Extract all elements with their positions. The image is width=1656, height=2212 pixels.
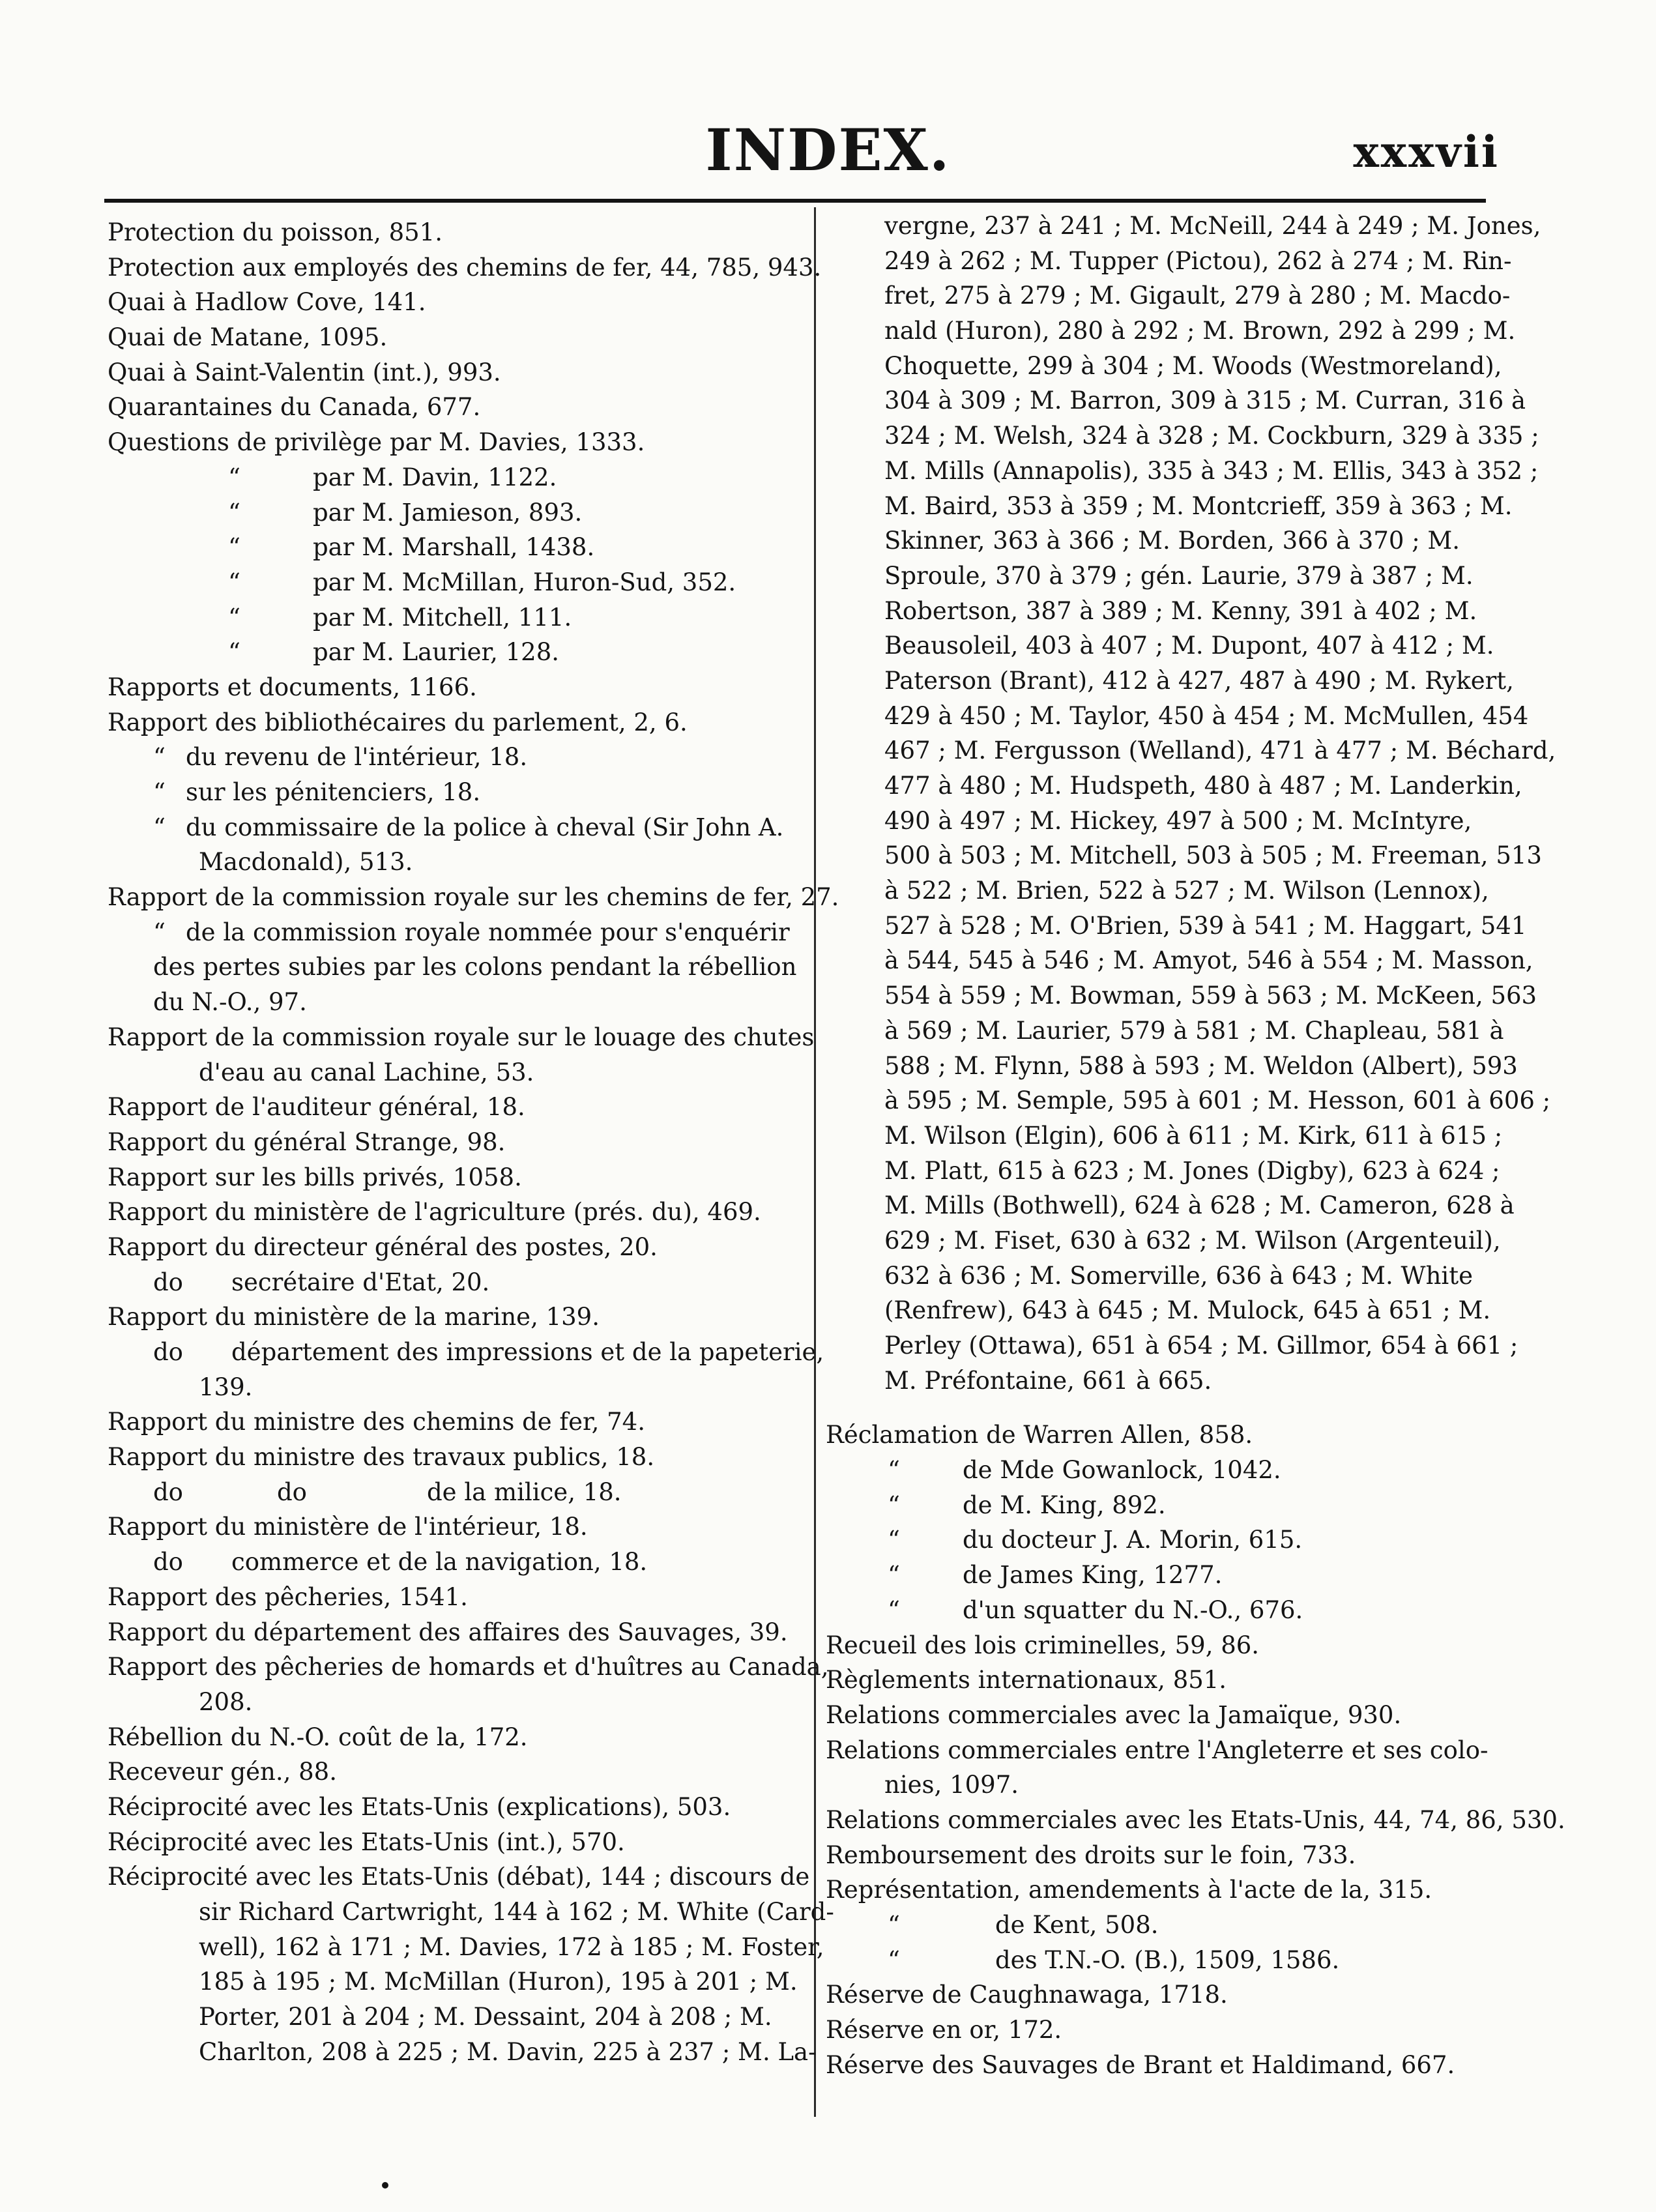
index-column-right <box>826 209 1565 2082</box>
index-entry <box>108 1265 800 1300</box>
index-entry-text: Rapports et documents, 1166. <box>108 673 477 701</box>
index-entry <box>108 1754 800 1790</box>
index-entry <box>826 1698 1510 1733</box>
index-entry-text: Perley (Ottawa), 651 à 654 ; M. Gillmor, 654 à 661 ; <box>884 1332 1518 1360</box>
index-entry <box>108 215 800 250</box>
index-entry <box>108 1440 800 1475</box>
index-entry-text: Règlements internationaux, 851. <box>826 1666 1227 1695</box>
index-entry-text: M. Mills (Bothwell), 624 à 628 ; M. Cameron, 628 à <box>884 1191 1515 1220</box>
index-entry <box>826 1628 1510 1663</box>
index-entry-text: par M. Jamieson, 893. <box>313 498 583 527</box>
index-entry <box>108 1160 800 1195</box>
index-entry-text: d'eau au canal Lachine, 53. <box>199 1058 534 1086</box>
ditto-do: do <box>153 1338 183 1366</box>
index-entry-text: de la milice, 18. <box>427 1477 622 1506</box>
index-entry <box>108 1090 800 1125</box>
index-entry-text: Réserve de Caughnawaga, 1718. <box>826 1981 1228 2009</box>
index-entry <box>826 1663 1510 1698</box>
index-entry <box>108 1125 800 1160</box>
index-entry-text: Rapport de la commission royale sur le louage des chutes <box>108 1023 815 1051</box>
index-entry <box>826 1977 1510 2013</box>
index-entry <box>826 804 1510 839</box>
index-entry-text: Quai à Hadlow Cove, 141. <box>108 288 426 317</box>
index-entry <box>108 1230 800 1265</box>
index-entry <box>826 1293 1510 1328</box>
index-entry <box>826 594 1510 629</box>
index-entry <box>108 1580 800 1615</box>
index-entry-text: de Kent, 508. <box>995 1911 1159 1939</box>
index-entry-text: Rapport des bibliothécaires du parlement, 2, 6. <box>108 708 688 736</box>
index-entry-text: Remboursement des droits sur le foin, 733. <box>826 1841 1356 1869</box>
index-entry <box>108 1825 800 1860</box>
index-entry <box>108 1055 800 1090</box>
index-entry-text: vergne, 237 à 241 ; M. McNeill, 244 à 249 ; M. Jones, <box>884 212 1541 240</box>
index-entry-text: Relations commerciales entre l'Angleterre et ses colo- <box>826 1736 1489 1764</box>
index-entry-text: des pertes subies par les colons pendant la rébellion <box>153 953 797 982</box>
index-entry <box>826 418 1539 454</box>
index-entry <box>826 559 1510 594</box>
index-entry <box>108 1195 800 1230</box>
index-entry <box>108 950 800 985</box>
index-entry <box>826 768 1522 804</box>
index-entry <box>826 1803 1565 1838</box>
index-entry-text: Quai de Matane, 1095. <box>108 323 388 352</box>
index-entry <box>826 2013 1510 2048</box>
index-entry-text: par M. Mitchell, 111. <box>313 603 572 632</box>
index-entry-text: M. Wilson (Elgin), 606 à 611 ; M. Kirk, 611 à 615 ; <box>884 1121 1503 1150</box>
index-entry-text: Robertson, 387 à 389 ; M. Kenny, 391 à 402 ; M. <box>884 596 1477 625</box>
index-entry <box>108 1509 800 1545</box>
column-divider <box>814 207 816 2117</box>
ditto-do: do <box>153 1548 183 1577</box>
index-entry <box>108 670 800 705</box>
index-entry-text: par M. Davin, 1122. <box>313 463 557 491</box>
index-entry <box>826 873 1510 909</box>
index-entry <box>826 1328 1518 1363</box>
index-entry-text: Relations commerciales avec les Etats-Unis, 44, 74, 86, 530. <box>826 1805 1565 1834</box>
ditto-mark: “ <box>228 603 240 632</box>
index-entry <box>108 1615 800 1650</box>
ditto-do: do <box>153 1268 183 1296</box>
index-entry-text: par M. McMillan, Huron-Sud, 352. <box>313 568 736 596</box>
index-entry <box>826 1013 1510 1049</box>
index-entry <box>826 1363 1510 1399</box>
index-entry <box>108 985 800 1020</box>
index-entry-text: Quai à Saint-Valentin (int.), 993. <box>108 358 501 386</box>
index-entry <box>826 1418 1510 1453</box>
index-entry-text: Réserve des Sauvages de Brant et Haldimand, 667. <box>826 2050 1455 2079</box>
index-entry-text: du commissaire de la police à cheval (Sir John A. <box>186 813 784 841</box>
index-entry <box>826 1733 1510 1768</box>
index-entry <box>108 1020 815 1055</box>
index-entry-text: sir Richard Cartwright, 144 à 162 ; M. White (Card- <box>199 1898 834 1926</box>
index-entry-text: Rapport du ministère de la marine, 139. <box>108 1303 600 1332</box>
index-entry <box>826 1049 1518 1084</box>
index-entry <box>826 1768 1510 1803</box>
index-entry <box>108 2000 800 2035</box>
index-entry <box>108 1370 800 1405</box>
index-entry-text: Protection du poisson, 851. <box>108 218 443 246</box>
index-entry-text: Rapport de l'auditeur général, 18. <box>108 1093 525 1122</box>
index-entry-text: Protection aux employés des chemins de fer, 44, 785, 943. <box>108 253 822 282</box>
index-entry <box>108 320 800 355</box>
index-entry-text: Porter, 201 à 204 ; M. Dessaint, 204 à 208 ; M. <box>199 2003 772 2031</box>
index-entry-text: Réciprocité avec les Etats-Unis (explications), 503. <box>108 1792 731 1821</box>
index-entry-text: M. Préfontaine, 661 à 665. <box>884 1366 1212 1395</box>
index-entry-text: Rapport du directeur général des postes, 20. <box>108 1232 658 1261</box>
index-entry <box>108 495 800 531</box>
ditto-mark: “ <box>153 813 166 841</box>
index-entry <box>108 425 800 460</box>
index-entry <box>826 383 1526 418</box>
index-entry-text: Rapport du ministère de l'agriculture (prés. du), 469. <box>108 1198 761 1227</box>
index-entry <box>826 1188 1515 1223</box>
index-entry <box>826 1558 1510 1593</box>
index-entry-text: à 522 ; M. Brien, 522 à 527 ; M. Wilson (Lennox), <box>884 877 1489 905</box>
index-entry-text: Rapport du ministre des chemins de fer, 74. <box>108 1408 645 1436</box>
index-entry-text: fret, 275 à 279 ; M. Gigault, 279 à 280 ; M. Macdo- <box>884 282 1511 310</box>
index-entry <box>108 845 800 880</box>
ditto-mark: “ <box>888 1911 900 1939</box>
index-entry <box>826 1453 1510 1488</box>
ditto-mark: “ <box>228 533 240 562</box>
index-entry-text: 467 ; M. Fergusson (Welland), 471 à 477 ; M. Béchard, <box>884 736 1556 765</box>
index-entry-text: Représentation, amendements à l'acte de la, 315. <box>826 1876 1432 1904</box>
index-entry-text: par M. Marshall, 1438. <box>313 533 595 562</box>
index-entry <box>108 1300 800 1335</box>
index-entry <box>108 1545 800 1580</box>
index-entry-text: du revenu de l'intérieur, 18. <box>186 743 528 772</box>
index-entry <box>826 1872 1510 1908</box>
index-entry <box>826 1838 1510 1873</box>
index-entry-text: Receveur gén., 88. <box>108 1758 337 1786</box>
index-entry-text: 477 à 480 ; M. Hudspeth, 480 à 487 ; M. Landerkin, <box>884 772 1522 800</box>
index-entry-text: 185 à 195 ; M. McMillan (Huron), 195 à 201 ; M. <box>199 1968 798 1996</box>
index-entry <box>108 880 839 915</box>
index-entry-text: nald (Huron), 280 à 292 ; M. Brown, 292 à 299 ; M. <box>884 317 1516 345</box>
index-entry <box>826 699 1529 734</box>
ditto-mark: “ <box>888 1456 900 1485</box>
index-entry <box>826 489 1513 524</box>
ditto-do: do <box>153 1477 183 1506</box>
ditto-mark: “ <box>888 1561 900 1590</box>
index-entry <box>826 909 1527 944</box>
index-entry <box>826 454 1539 489</box>
index-entry <box>108 1475 800 1510</box>
index-entry <box>108 565 800 600</box>
index-entry-text: M. Mills (Annapolis), 335 à 343 ; M. Ellis, 343 à 352 ; <box>884 456 1539 485</box>
index-entry <box>826 1943 1510 1978</box>
index-entry <box>108 1964 800 2000</box>
index-entry <box>108 1685 800 1720</box>
index-entry-text: 588 ; M. Flynn, 588 à 593 ; M. Weldon (Albert), 593 <box>884 1051 1518 1080</box>
index-entry-text: Relations commerciales avec la Jamaïque, 930. <box>826 1700 1402 1729</box>
index-entry <box>108 390 800 425</box>
index-entry <box>108 705 800 740</box>
ditto-mark: “ <box>228 463 240 491</box>
index-entry-text: Réserve en or, 172. <box>826 2016 1062 2045</box>
index-entry-text: Réciprocité avec les Etats-Unis (int.), 570. <box>108 1827 625 1856</box>
index-entry <box>108 1859 810 1895</box>
index-entry-text: à 595 ; M. Semple, 595 à 601 ; M. Hesson, 601 à 606 ; <box>884 1086 1551 1115</box>
ditto-mark: “ <box>153 918 166 946</box>
index-entry <box>108 1930 824 1965</box>
index-entry-text: 249 à 262 ; M. Tupper (Pictou), 262 à 274 ; M. Rin- <box>884 246 1512 275</box>
index-entry <box>826 628 1510 663</box>
index-entry-text: well), 162 à 171 ; M. Davies, 172 à 185 ; M. Foster, <box>199 1932 824 1961</box>
index-entry-text: Macdonald), 513. <box>199 848 413 877</box>
index-entry <box>108 740 800 775</box>
index-entry <box>108 2035 817 2070</box>
index-entry <box>826 278 1510 313</box>
index-entry-text: Questions de privilège par M. Davies, 1333. <box>108 428 645 457</box>
index-entry <box>108 1895 834 1930</box>
index-entry-text: département des impressions et de la papeterie, <box>231 1338 824 1366</box>
index-entry-text: Charlton, 208 à 225 ; M. Davin, 225 à 237 ; M. La- <box>199 2037 817 2066</box>
index-entry-text: 324 ; M. Welsh, 324 à 328 ; M. Cockburn, 329 à 335 ; <box>884 422 1539 450</box>
index-entry <box>108 1650 829 1685</box>
ditto-mark: “ <box>888 1526 900 1554</box>
index-entry <box>826 943 1533 978</box>
index-entry <box>826 1908 1510 1943</box>
index-entry-text: du N.-O., 97. <box>153 988 307 1017</box>
index-entry-text: de la commission royale nommée pour s'enquérir <box>186 918 790 946</box>
index-entry-text: 554 à 559 ; M. Bowman, 559 à 563 ; M. McKeen, 563 <box>884 982 1537 1010</box>
index-entry <box>826 1593 1510 1628</box>
index-entry-text: Choquette, 299 à 304 ; M. Woods (Westmoreland), <box>884 351 1502 380</box>
index-entry <box>108 250 822 285</box>
index-entry-text: Rébellion du N.-O. coût de la, 172. <box>108 1723 528 1751</box>
index-entry-text: M. Platt, 615 à 623 ; M. Jones (Digby), 623 à 624 ; <box>884 1156 1500 1185</box>
index-entry-text: Rapport du général Strange, 98. <box>108 1128 506 1156</box>
index-entry <box>826 313 1516 349</box>
index-entry-text: Rapport du département des affaires des Sauvages, 39. <box>108 1618 788 1646</box>
index-entry-text: 304 à 309 ; M. Barron, 309 à 315 ; M. Curran, 316 à <box>884 386 1526 415</box>
index-entry <box>108 915 800 950</box>
index-entry-text: secrétaire d'Etat, 20. <box>231 1268 490 1296</box>
index-entry <box>108 1404 800 1440</box>
index-entry <box>826 1154 1510 1189</box>
ditto-mark: “ <box>153 778 166 806</box>
index-entry <box>826 209 1541 244</box>
index-entry-text: d'un squatter du N.-O., 676. <box>963 1595 1303 1624</box>
index-entry <box>826 978 1537 1013</box>
ditto-mark: “ <box>888 1491 900 1519</box>
ditto-mark: “ <box>228 638 240 667</box>
index-entry <box>108 1335 824 1370</box>
ditto-mark: “ <box>228 498 240 527</box>
index-entry-text: M. Baird, 353 à 359 ; M. Montcrieff, 359 à 363 ; M. <box>884 491 1513 520</box>
ditto-do: do <box>277 1477 307 1506</box>
index-entry <box>108 355 800 390</box>
index-entry-text: 208. <box>199 1687 253 1716</box>
ditto-mark: “ <box>888 1595 900 1624</box>
index-entry-text: Sproule, 370 à 379 ; gén. Laurie, 379 à 387 ; M. <box>884 561 1474 590</box>
index-entry <box>108 1790 800 1825</box>
index-entry-text: 629 ; M. Fiset, 630 à 632 ; M. Wilson (Argenteuil), <box>884 1226 1501 1255</box>
index-entry <box>826 733 1556 768</box>
index-entry-text: par M. Laurier, 128. <box>313 638 560 667</box>
ditto-mark: “ <box>888 1945 900 1974</box>
index-entry-text: Beausoleil, 403 à 407 ; M. Dupont, 407 à 412 ; M. <box>884 632 1494 660</box>
index-entry-text: sur les pénitenciers, 18. <box>186 778 481 806</box>
index-entry <box>826 1223 1510 1259</box>
index-entry-text: 527 à 528 ; M. O'Brien, 539 à 541 ; M. Haggart, 541 <box>884 911 1527 940</box>
index-entry-text: à 569 ; M. Laurier, 579 à 581 ; M. Chapleau, 581 à <box>884 1016 1504 1045</box>
index-entry <box>826 1118 1510 1154</box>
index-entry-text: Rapport des pêcheries de homards et d'huîtres au Canada, <box>108 1653 829 1681</box>
index-entry-text: 429 à 450 ; M. Taylor, 450 à 454 ; M. McMullen, 454 <box>884 701 1529 730</box>
index-entry <box>826 1488 1510 1523</box>
index-entry-text: à 544, 545 à 546 ; M. Amyot, 546 à 554 ; M. Masson, <box>884 946 1533 975</box>
index-entry-text: Réclamation de Warren Allen, 858. <box>826 1421 1253 1449</box>
index-entry <box>108 530 800 565</box>
ditto-mark: “ <box>228 568 240 596</box>
page-number: xxxvii <box>1353 126 1500 177</box>
index-entry-text: (Renfrew), 643 à 645 ; M. Mulock, 645 à 651 ; M. <box>884 1296 1491 1325</box>
index-entry-text: nies, 1097. <box>884 1771 1019 1799</box>
ditto-mark: “ <box>153 743 166 772</box>
ink-speck <box>382 2182 388 2189</box>
index-entry <box>826 2048 1510 2083</box>
index-entry <box>826 663 1514 699</box>
index-entry-text: de Mde Gowanlock, 1042. <box>963 1456 1281 1485</box>
index-entry-text: Quarantaines du Canada, 677. <box>108 393 481 422</box>
index-entry <box>108 600 800 635</box>
index-column-left <box>108 215 839 2069</box>
index-entry-text: Rapport du ministre des travaux publics, 18. <box>108 1443 655 1472</box>
index-entry-text: commerce et de la navigation, 18. <box>231 1548 648 1577</box>
index-entry <box>826 523 1510 559</box>
index-entry-text: 490 à 497 ; M. Hickey, 497 à 500 ; M. McIntyre, <box>884 806 1472 835</box>
index-entry-text: de James King, 1277. <box>963 1561 1223 1590</box>
index-entry <box>108 635 800 670</box>
index-entry <box>108 775 800 810</box>
index-entry <box>108 460 800 495</box>
index-entry-text: des T.N.-O. (B.), 1509, 1586. <box>995 1945 1340 1974</box>
index-entry <box>826 1259 1510 1294</box>
page-title: INDEX. <box>705 116 951 184</box>
index-entry-text: Réciprocité avec les Etats-Unis (débat), 144 ; discours de <box>108 1863 810 1891</box>
index-entry-text: Rapport du ministère de l'intérieur, 18. <box>108 1513 588 1541</box>
index-entry-text: 139. <box>199 1373 253 1401</box>
index-entry-text: Paterson (Brant), 412 à 427, 487 à 490 ; M. Rykert, <box>884 666 1514 695</box>
index-entry-text: Recueil des lois criminelles, 59, 86. <box>826 1631 1260 1659</box>
index-entry-text: Rapport sur les bills privés, 1058. <box>108 1163 522 1191</box>
index-entry-text: Skinner, 363 à 366 ; M. Borden, 366 à 370 ; M. <box>884 527 1460 555</box>
index-entry <box>108 285 800 320</box>
index-entry <box>108 810 800 845</box>
index-entry-text: Rapport de la commission royale sur les chemins de fer, 27. <box>108 883 839 912</box>
index-entry <box>108 1720 800 1755</box>
index-entry <box>826 1522 1510 1558</box>
index-entry-text: de M. King, 892. <box>963 1491 1166 1519</box>
index-entry-text: du docteur J. A. Morin, 615. <box>963 1526 1303 1554</box>
index-entry <box>826 1083 1551 1118</box>
index-entry-text: Rapport des pêcheries, 1541. <box>108 1582 468 1611</box>
index-entry <box>826 838 1542 873</box>
header-rule <box>104 199 1486 203</box>
spacer <box>826 1398 1510 1418</box>
index-entry <box>826 349 1510 384</box>
index-entry-text: 500 à 503 ; M. Mitchell, 503 à 505 ; M. Freeman, 513 <box>884 841 1542 870</box>
index-entry-text: 632 à 636 ; M. Somerville, 636 à 643 ; M. White <box>884 1261 1474 1290</box>
index-entry <box>826 244 1510 279</box>
